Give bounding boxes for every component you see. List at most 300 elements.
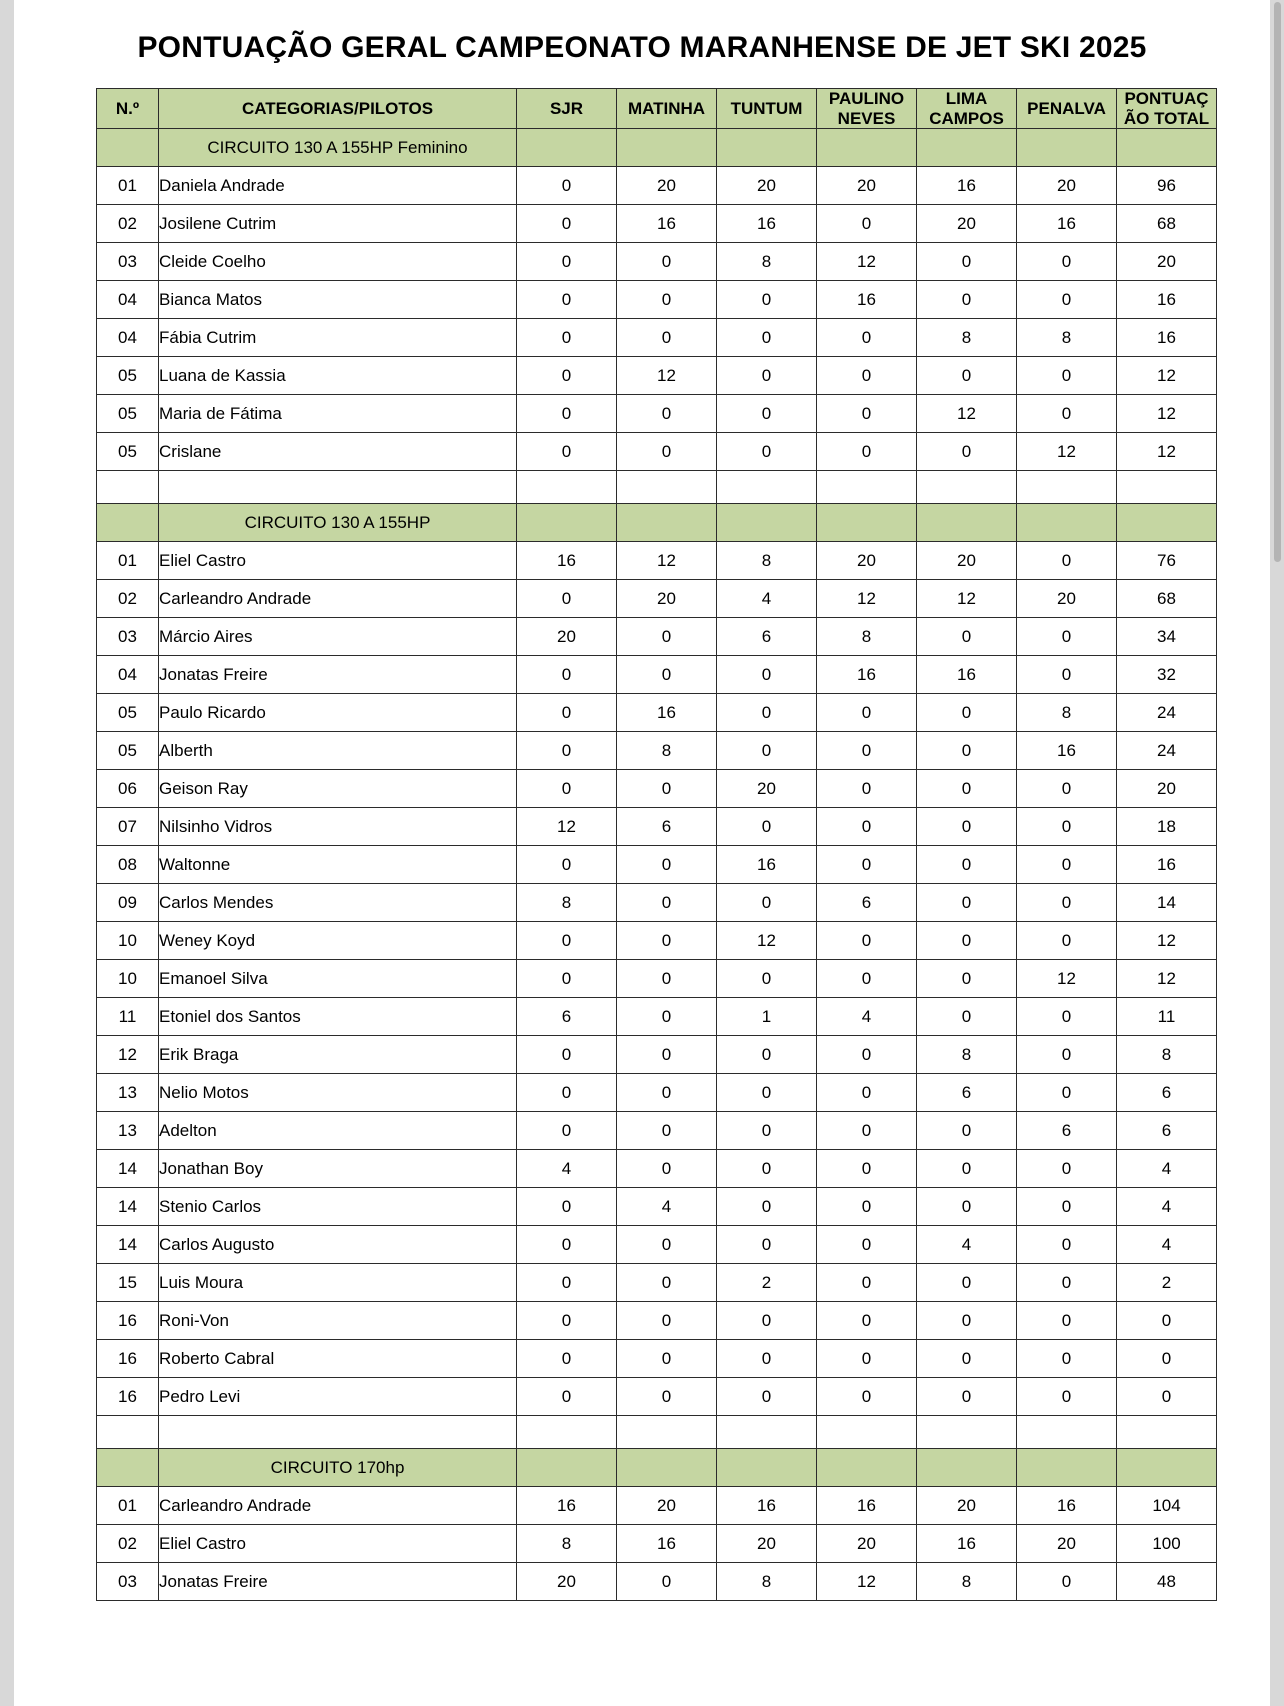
row-event-score: 12 [817, 580, 917, 618]
row-position: 05 [97, 357, 159, 395]
row-position: 10 [97, 922, 159, 960]
row-event-score: 0 [517, 1340, 617, 1378]
table-row [97, 433, 1217, 471]
spacer-cell [1117, 1416, 1217, 1449]
row-pilot-name: Maria de Fátima [159, 395, 517, 433]
row-event-score: 0 [717, 281, 817, 319]
row-position: 14 [97, 1150, 159, 1188]
row-event-score: 0 [917, 998, 1017, 1036]
row-event-score: 0 [517, 922, 617, 960]
table-row [97, 1112, 1217, 1150]
header-number: N.º [97, 89, 159, 129]
row-event-score: 0 [1017, 1074, 1117, 1112]
table-row [97, 1563, 1217, 1601]
row-position: 03 [97, 1563, 159, 1601]
spacer-cell [517, 471, 617, 504]
category-row [97, 1449, 1217, 1487]
row-event-score: 0 [1017, 998, 1117, 1036]
row-event-score: 12 [517, 808, 617, 846]
row-event-score: 0 [917, 357, 1017, 395]
row-event-score: 0 [917, 846, 1017, 884]
row-total-score: 6 [1117, 1112, 1217, 1150]
row-event-score: 8 [1017, 694, 1117, 732]
row-event-score: 0 [517, 243, 617, 281]
spacer-cell [1017, 471, 1117, 504]
category-empty-cell [817, 129, 917, 167]
row-event-score: 16 [717, 846, 817, 884]
row-position: 04 [97, 281, 159, 319]
row-event-score: 0 [917, 1112, 1017, 1150]
spacer-cell [717, 1416, 817, 1449]
row-event-score: 8 [917, 1036, 1017, 1074]
row-pilot-name: Eliel Castro [159, 1525, 517, 1563]
table-row [97, 357, 1217, 395]
row-event-score: 0 [617, 1378, 717, 1416]
row-event-score: 6 [1017, 1112, 1117, 1150]
row-event-score: 0 [1017, 656, 1117, 694]
table-row [97, 1340, 1217, 1378]
spacer-cell [159, 1416, 517, 1449]
row-event-score: 0 [917, 433, 1017, 471]
row-event-score: 20 [917, 1487, 1017, 1525]
row-event-score: 8 [717, 1563, 817, 1601]
spacer-cell [97, 471, 159, 504]
row-event-score: 0 [517, 846, 617, 884]
row-event-score: 20 [517, 618, 617, 656]
header-paulino-neves [817, 89, 917, 129]
row-pilot-name: Emanoel Silva [159, 960, 517, 998]
row-event-score: 0 [717, 1226, 817, 1264]
row-position: 04 [97, 656, 159, 694]
row-position: 16 [97, 1378, 159, 1416]
table-row [97, 808, 1217, 846]
row-total-score: 16 [1117, 281, 1217, 319]
row-position: 05 [97, 694, 159, 732]
row-total-score: 20 [1117, 770, 1217, 808]
row-total-score: 12 [1117, 395, 1217, 433]
row-event-score: 0 [917, 960, 1017, 998]
row-position: 05 [97, 433, 159, 471]
header-sjr: SJR [517, 89, 617, 129]
table-row [97, 1302, 1217, 1340]
row-event-score: 4 [717, 580, 817, 618]
row-event-score: 0 [817, 1226, 917, 1264]
page-title: PONTUAÇÃO GERAL CAMPEONATO MARANHENSE DE JET SKI 2025 [137, 31, 1147, 64]
row-event-score: 20 [917, 542, 1017, 580]
row-event-score: 0 [717, 960, 817, 998]
table-row [97, 922, 1217, 960]
row-total-score: 18 [1117, 808, 1217, 846]
row-event-score: 0 [1017, 1036, 1117, 1074]
spacer-cell [617, 1416, 717, 1449]
row-event-score: 0 [717, 357, 817, 395]
spacer-cell [717, 471, 817, 504]
score-table-container [14, 88, 1270, 1601]
row-event-score: 0 [817, 846, 917, 884]
row-event-score: 12 [617, 542, 717, 580]
row-pilot-name: Roberto Cabral [159, 1340, 517, 1378]
row-pilot-name: Carlos Augusto [159, 1226, 517, 1264]
spacer-cell [97, 1416, 159, 1449]
row-pilot-name: Luana de Kassia [159, 357, 517, 395]
row-event-score: 16 [917, 167, 1017, 205]
row-position: 08 [97, 846, 159, 884]
row-total-score: 32 [1117, 656, 1217, 694]
row-pilot-name: Carlos Mendes [159, 884, 517, 922]
category-empty-cell [1017, 129, 1117, 167]
table-row [97, 1487, 1217, 1525]
row-total-score: 12 [1117, 922, 1217, 960]
row-pilot-name: Paulo Ricardo [159, 694, 517, 732]
row-event-score: 0 [917, 1302, 1017, 1340]
row-event-score: 8 [917, 1563, 1017, 1601]
scrollbar-thumb[interactable] [1274, 2, 1281, 562]
row-total-score: 4 [1117, 1150, 1217, 1188]
row-event-score: 0 [1017, 808, 1117, 846]
row-event-score: 4 [617, 1188, 717, 1226]
row-event-score: 0 [917, 770, 1017, 808]
row-pilot-name: Geison Ray [159, 770, 517, 808]
row-event-score: 12 [617, 357, 717, 395]
row-event-score: 20 [617, 580, 717, 618]
row-event-score: 16 [917, 656, 1017, 694]
row-position: 02 [97, 580, 159, 618]
row-event-score: 0 [517, 656, 617, 694]
row-event-score: 0 [717, 395, 817, 433]
header-penalva: PENALVA [1017, 89, 1117, 129]
row-event-score: 12 [817, 1563, 917, 1601]
row-event-score: 0 [1017, 618, 1117, 656]
row-event-score: 0 [917, 243, 1017, 281]
row-event-score: 16 [817, 1487, 917, 1525]
category-empty-cell [517, 504, 617, 542]
row-pilot-name: Weney Koyd [159, 922, 517, 960]
spacer-cell [817, 471, 917, 504]
category-empty-cell [917, 129, 1017, 167]
row-event-score: 0 [717, 1074, 817, 1112]
row-event-score: 0 [717, 1036, 817, 1074]
row-event-score: 16 [1017, 205, 1117, 243]
header-tuntum: TUNTUM [717, 89, 817, 129]
row-event-score: 20 [817, 167, 917, 205]
row-event-score: 20 [717, 1525, 817, 1563]
row-event-score: 12 [817, 243, 917, 281]
row-event-score: 6 [717, 618, 817, 656]
row-event-score: 0 [817, 1150, 917, 1188]
row-pilot-name: Waltonne [159, 846, 517, 884]
row-event-score: 0 [1017, 1226, 1117, 1264]
row-total-score: 20 [1117, 243, 1217, 281]
row-total-score: 24 [1117, 694, 1217, 732]
row-total-score: 2 [1117, 1264, 1217, 1302]
row-event-score: 0 [917, 618, 1017, 656]
row-event-score: 0 [717, 656, 817, 694]
table-row [97, 542, 1217, 580]
row-position: 16 [97, 1302, 159, 1340]
row-event-score: 0 [817, 395, 917, 433]
row-event-score: 0 [1017, 357, 1117, 395]
row-event-score: 0 [617, 618, 717, 656]
row-event-score: 8 [717, 243, 817, 281]
row-pilot-name: Carleandro Andrade [159, 1487, 517, 1525]
table-row [97, 1378, 1217, 1416]
category-empty-cell [617, 1449, 717, 1487]
row-event-score: 16 [817, 281, 917, 319]
score-table [96, 88, 1217, 1601]
row-event-score: 0 [1017, 1340, 1117, 1378]
row-pilot-name: Carleandro Andrade [159, 580, 517, 618]
row-event-score: 0 [617, 846, 717, 884]
category-number-cell [97, 129, 159, 167]
row-event-score: 16 [717, 205, 817, 243]
category-number-cell [97, 1449, 159, 1487]
row-event-score: 20 [1017, 1525, 1117, 1563]
table-row [97, 998, 1217, 1036]
row-event-score: 0 [717, 1150, 817, 1188]
row-event-score: 0 [617, 1150, 717, 1188]
row-event-score: 0 [517, 433, 617, 471]
table-row [97, 960, 1217, 998]
header-paulino-neves-line1: PAULINO [828, 89, 905, 108]
table-spacer-row [97, 1416, 1217, 1449]
vertical-scrollbar[interactable] [1273, 0, 1282, 1706]
header-lima-campos-line1: LIMA [945, 89, 988, 108]
row-position: 05 [97, 395, 159, 433]
document-page [14, 0, 1270, 1706]
row-event-score: 0 [517, 1226, 617, 1264]
row-position: 07 [97, 808, 159, 846]
row-event-score: 0 [817, 808, 917, 846]
row-event-score: 20 [717, 770, 817, 808]
row-position: 14 [97, 1188, 159, 1226]
category-label: CIRCUITO 130 A 155HP Feminino [159, 129, 517, 167]
row-pilot-name: Márcio Aires [159, 618, 517, 656]
category-empty-cell [817, 504, 917, 542]
row-event-score: 0 [517, 580, 617, 618]
row-event-score: 0 [517, 281, 617, 319]
row-event-score: 0 [717, 1188, 817, 1226]
row-position: 05 [97, 732, 159, 770]
row-pilot-name: Nelio Motos [159, 1074, 517, 1112]
row-position: 04 [97, 319, 159, 357]
table-body [97, 129, 1217, 1601]
header-total-line2: ÃO TOTAL [1123, 108, 1210, 128]
table-row [97, 281, 1217, 319]
row-event-score: 0 [1017, 1150, 1117, 1188]
row-pilot-name: Etoniel dos Santos [159, 998, 517, 1036]
row-event-score: 0 [617, 1264, 717, 1302]
row-event-score: 0 [717, 319, 817, 357]
category-empty-cell [517, 1449, 617, 1487]
row-event-score: 20 [1017, 580, 1117, 618]
row-event-score: 0 [917, 281, 1017, 319]
row-position: 03 [97, 243, 159, 281]
row-event-score: 0 [917, 884, 1017, 922]
row-event-score: 0 [1017, 1302, 1117, 1340]
table-row [97, 243, 1217, 281]
row-event-score: 0 [817, 1074, 917, 1112]
table-row [97, 770, 1217, 808]
row-event-score: 12 [917, 580, 1017, 618]
row-event-score: 0 [1017, 846, 1117, 884]
header-total [1117, 89, 1217, 129]
row-event-score: 16 [617, 694, 717, 732]
table-row [97, 656, 1217, 694]
row-event-score: 0 [617, 281, 717, 319]
row-pilot-name: Nilsinho Vidros [159, 808, 517, 846]
row-pilot-name: Daniela Andrade [159, 167, 517, 205]
row-position: 01 [97, 1487, 159, 1525]
category-row [97, 129, 1217, 167]
row-event-score: 0 [617, 1340, 717, 1378]
row-event-score: 0 [817, 1264, 917, 1302]
row-event-score: 4 [517, 1150, 617, 1188]
row-event-score: 4 [817, 998, 917, 1036]
row-event-score: 0 [917, 732, 1017, 770]
row-total-score: 14 [1117, 884, 1217, 922]
row-event-score: 0 [817, 1378, 917, 1416]
row-event-score: 0 [517, 960, 617, 998]
spacer-cell [617, 471, 717, 504]
table-row [97, 205, 1217, 243]
category-empty-cell [717, 504, 817, 542]
row-event-score: 0 [917, 808, 1017, 846]
row-event-score: 0 [517, 1302, 617, 1340]
row-event-score: 0 [1017, 1188, 1117, 1226]
row-event-score: 0 [517, 205, 617, 243]
row-event-score: 0 [917, 1378, 1017, 1416]
row-pilot-name: Jonathan Boy [159, 1150, 517, 1188]
row-pilot-name: Jonatas Freire [159, 1563, 517, 1601]
row-event-score: 0 [617, 1563, 717, 1601]
table-header-row [97, 89, 1217, 129]
category-number-cell [97, 504, 159, 542]
row-event-score: 16 [517, 542, 617, 580]
row-total-score: 16 [1117, 846, 1217, 884]
row-event-score: 1 [717, 998, 817, 1036]
row-total-score: 8 [1117, 1036, 1217, 1074]
row-event-score: 0 [717, 1302, 817, 1340]
row-total-score: 0 [1117, 1340, 1217, 1378]
row-event-score: 0 [817, 1188, 917, 1226]
row-total-score: 11 [1117, 998, 1217, 1036]
spacer-cell [1117, 471, 1217, 504]
row-event-score: 0 [717, 884, 817, 922]
row-pilot-name: Fábia Cutrim [159, 319, 517, 357]
row-event-score: 16 [817, 656, 917, 694]
row-position: 03 [97, 618, 159, 656]
row-event-score: 0 [817, 732, 917, 770]
row-position: 16 [97, 1340, 159, 1378]
row-event-score: 0 [1017, 884, 1117, 922]
row-event-score: 0 [617, 433, 717, 471]
row-event-score: 0 [617, 1036, 717, 1074]
row-event-score: 0 [617, 1226, 717, 1264]
table-row [97, 167, 1217, 205]
category-empty-cell [617, 129, 717, 167]
row-event-score: 0 [617, 998, 717, 1036]
category-empty-cell [917, 504, 1017, 542]
row-position: 13 [97, 1112, 159, 1150]
row-total-score: 68 [1117, 580, 1217, 618]
spacer-cell [159, 471, 517, 504]
row-event-score: 6 [817, 884, 917, 922]
row-event-score: 0 [1017, 243, 1117, 281]
row-pilot-name: Crislane [159, 433, 517, 471]
table-row [97, 732, 1217, 770]
category-empty-cell [917, 1449, 1017, 1487]
row-total-score: 12 [1117, 433, 1217, 471]
row-event-score: 0 [917, 1264, 1017, 1302]
row-total-score: 0 [1117, 1378, 1217, 1416]
row-event-score: 0 [817, 357, 917, 395]
table-row [97, 1150, 1217, 1188]
row-pilot-name: Stenio Carlos [159, 1188, 517, 1226]
row-event-score: 0 [617, 319, 717, 357]
spacer-cell [517, 1416, 617, 1449]
table-spacer-row [97, 471, 1217, 504]
row-event-score: 0 [617, 1112, 717, 1150]
row-pilot-name: Luis Moura [159, 1264, 517, 1302]
row-event-score: 16 [617, 205, 717, 243]
row-event-score: 0 [817, 205, 917, 243]
row-total-score: 12 [1117, 357, 1217, 395]
row-pilot-name: Alberth [159, 732, 517, 770]
row-event-score: 8 [617, 732, 717, 770]
row-event-score: 8 [717, 542, 817, 580]
row-event-score: 12 [1017, 960, 1117, 998]
row-event-score: 0 [1017, 395, 1117, 433]
spacer-cell [817, 1416, 917, 1449]
row-event-score: 20 [617, 167, 717, 205]
row-total-score: 4 [1117, 1188, 1217, 1226]
row-event-score: 0 [817, 433, 917, 471]
row-position: 01 [97, 542, 159, 580]
row-position: 02 [97, 205, 159, 243]
row-event-score: 20 [817, 1525, 917, 1563]
row-total-score: 6 [1117, 1074, 1217, 1112]
row-event-score: 0 [517, 1074, 617, 1112]
row-event-score: 0 [517, 770, 617, 808]
row-total-score: 24 [1117, 732, 1217, 770]
row-event-score: 0 [917, 694, 1017, 732]
row-pilot-name: Josilene Cutrim [159, 205, 517, 243]
row-event-score: 20 [817, 542, 917, 580]
row-event-score: 0 [817, 922, 917, 960]
row-pilot-name: Bianca Matos [159, 281, 517, 319]
row-position: 12 [97, 1036, 159, 1074]
header-categories-pilots: CATEGORIAS/PILOTOS [159, 89, 517, 129]
row-event-score: 0 [617, 770, 717, 808]
row-event-score: 0 [817, 1302, 917, 1340]
row-event-score: 0 [517, 319, 617, 357]
row-position: 13 [97, 1074, 159, 1112]
row-event-score: 0 [717, 1378, 817, 1416]
table-row [97, 884, 1217, 922]
row-event-score: 0 [817, 1112, 917, 1150]
row-event-score: 0 [1017, 770, 1117, 808]
category-label: CIRCUITO 170hp [159, 1449, 517, 1487]
row-event-score: 20 [917, 205, 1017, 243]
spacer-cell [917, 471, 1017, 504]
spacer-cell [917, 1416, 1017, 1449]
row-event-score: 16 [717, 1487, 817, 1525]
row-pilot-name: Roni-Von [159, 1302, 517, 1340]
row-event-score: 0 [517, 1378, 617, 1416]
row-event-score: 0 [817, 694, 917, 732]
row-pilot-name: Cleide Coelho [159, 243, 517, 281]
row-total-score: 4 [1117, 1226, 1217, 1264]
